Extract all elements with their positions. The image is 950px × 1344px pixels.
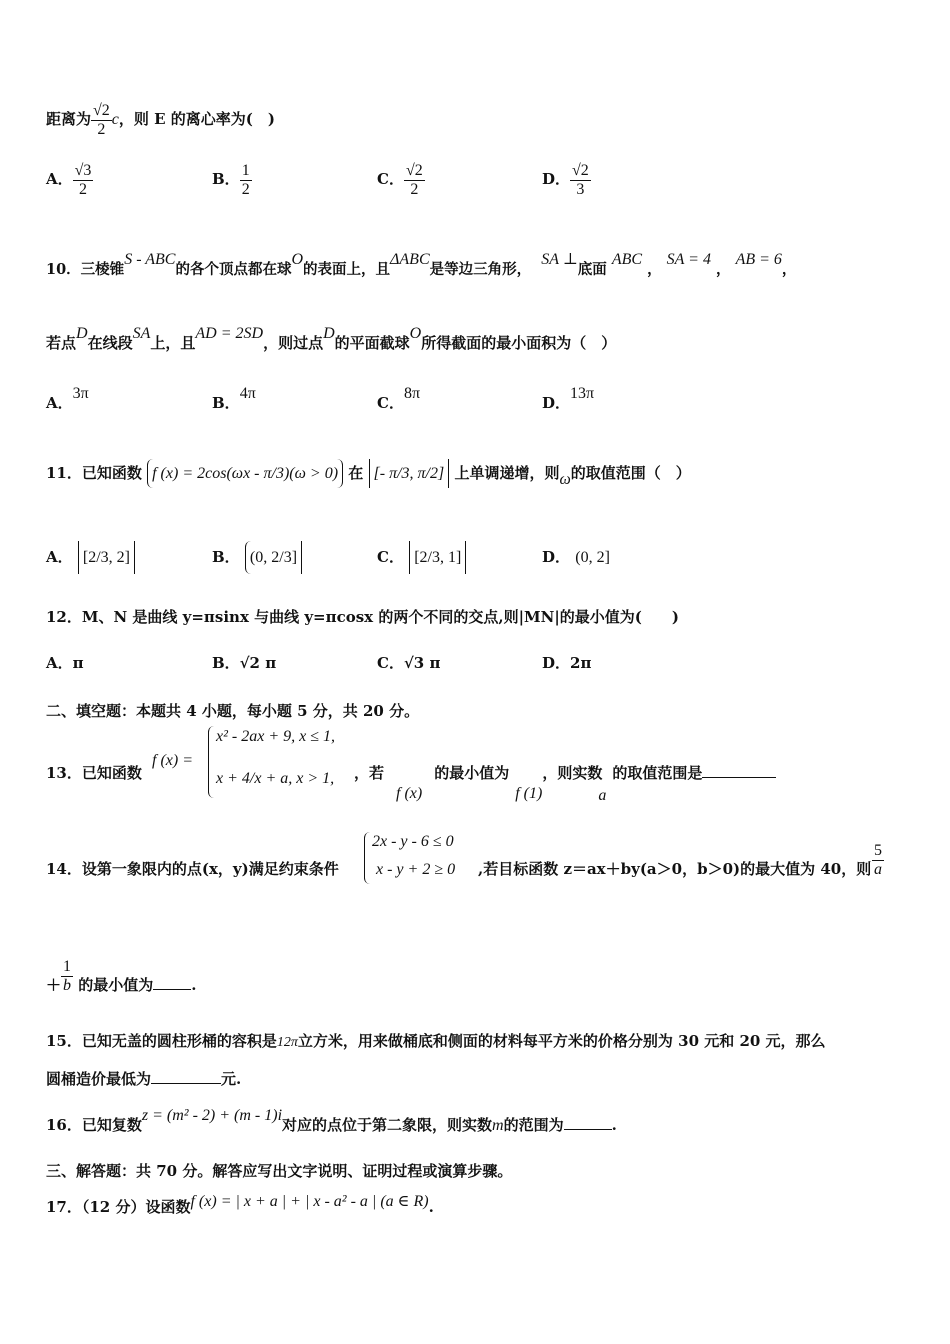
q10-l2-math-2: SA <box>132 325 151 342</box>
q15-line-1 <box>46 1030 826 1051</box>
option-value: 8π <box>403 385 421 402</box>
q13-case-1: x² - 2ax + 9, x ≤ 1, <box>216 728 336 745</box>
q14-end: . <box>191 976 197 995</box>
q14-frac-5-a <box>872 842 884 878</box>
option-label: C． <box>377 654 404 672</box>
q16-text-1: 16．已知复数 <box>46 1116 142 1134</box>
q13-tail <box>354 762 776 804</box>
q15-line-2 <box>46 1068 241 1089</box>
q12-option-d[interactable] <box>542 652 591 673</box>
q9-option-a[interactable] <box>46 162 93 198</box>
option-label: D． <box>542 654 571 672</box>
frac-num: √3 <box>74 162 92 179</box>
option-label: D． <box>542 548 571 566</box>
q14-line-1-tail <box>478 858 871 879</box>
option-value: π <box>72 654 84 672</box>
q14-line-1 <box>46 858 339 879</box>
q10-math-2: O <box>291 251 304 268</box>
option-label: D． <box>542 394 571 412</box>
q17-text-1: 17．（12 分）设函数 <box>46 1198 191 1216</box>
q13-brace <box>208 726 215 798</box>
option-value: (0, 2/3] <box>245 541 302 574</box>
q11-text-2: 上单调递增，则 <box>454 464 560 482</box>
q16-text-2: 对应的点位于第二象限，则实数 <box>282 1116 493 1134</box>
frac-num: 5 <box>874 842 882 859</box>
option-value: √3 π <box>403 654 441 672</box>
option-value: 3π <box>72 385 89 402</box>
q10-text-1: 的各个顶点都在球 <box>175 261 292 278</box>
q10-text-5: ， <box>647 261 662 278</box>
q10-l2-math-4: D <box>323 325 335 342</box>
q16-end: . <box>611 1116 617 1134</box>
q9-tail-frac-num: √2 <box>93 102 110 119</box>
option-value: 4π <box>239 385 256 402</box>
q14-text-2: ,若目标函数 z＝ax＋by(a＞0，b＞0)的最大值为 40，则 <box>478 860 872 878</box>
q14-frac-1-b <box>61 958 73 994</box>
option-label: A． <box>46 394 73 412</box>
q10-l2-text-3: 上，且 <box>150 334 196 352</box>
q17-end: . <box>428 1198 434 1216</box>
q15-text-2: 立方米，用来做桶底和侧面的材料每平方米的价格分别为 30 元和 20 元，那么 <box>297 1032 826 1050</box>
q13-number: 13．已知函数 <box>46 764 142 782</box>
q15-answer-blank[interactable] <box>151 1083 221 1084</box>
q9-option-b[interactable] <box>212 162 252 198</box>
q10-l2-text-6: 所得截面的最小面积为（ ） <box>421 334 617 352</box>
q14-answer-blank[interactable] <box>153 989 191 990</box>
q10-l2-math-1: D <box>76 325 88 342</box>
q10-l2-math-3: AD = 2SD <box>195 325 264 342</box>
option-value: [2/3, 1] <box>409 541 466 574</box>
q12-option-a[interactable] <box>46 652 84 673</box>
q16-text-3: 的范围为 <box>503 1116 564 1134</box>
q11-interval: [- π/3, π/2] <box>369 459 450 488</box>
q10-line-2 <box>46 325 617 353</box>
option-frac <box>404 162 425 198</box>
q15-text-1: 15．已知无盖的圆柱形桶的容积是 <box>46 1032 277 1050</box>
frac-den: a <box>874 860 882 878</box>
q14-text: 14．设第一象限内的点(x，y)满足约束条件 <box>46 860 339 878</box>
q10-math-3: ΔABC <box>390 251 430 268</box>
q14-line-2 <box>46 958 197 1004</box>
option-label: C． <box>377 170 404 189</box>
q10-math-7: AB = 6 <box>735 251 782 268</box>
q13-text-1: ，若 <box>354 764 385 782</box>
q10-l2-text-4: ，则过点 <box>263 334 324 352</box>
q12-option-c[interactable] <box>377 652 440 673</box>
q10-text-2: 的表面上，且 <box>303 261 391 278</box>
q10-math-1: S - ABC <box>124 251 176 268</box>
option-label: A． <box>46 170 73 189</box>
frac-den: 2 <box>410 180 419 198</box>
q15-math: 12π <box>276 1035 298 1050</box>
q13-text-3: ，则实数 <box>542 764 603 782</box>
q17-line <box>46 1193 434 1217</box>
q16-line <box>46 1107 617 1135</box>
frac-num: 1 <box>241 162 250 179</box>
q14-constraint-1: 2x - y - 6 ≤ 0 <box>372 833 454 850</box>
frac-den: b <box>63 976 72 994</box>
q10-text-3: 是等边三角形， <box>429 261 532 278</box>
q11-function: f (x) = 2cos(ωx - π/3)(ω > 0) <box>147 459 343 488</box>
q10-math-4: SA ⊥ <box>541 251 578 268</box>
q14-plus: ＋ <box>46 976 62 995</box>
q17-math: f (x) = | x + a | + | x - a² - a | (a ∈ R) <box>190 1193 429 1210</box>
frac-num: 1 <box>63 958 72 975</box>
option-frac <box>570 162 591 198</box>
option-label: A． <box>46 654 73 672</box>
q16-math-m: m <box>492 1117 504 1134</box>
q14-text-3: 的最小值为 <box>78 976 154 995</box>
option-label: A． <box>46 548 73 566</box>
q13-math-f1: f (1) <box>515 785 543 802</box>
option-label: B． <box>212 654 240 672</box>
q10-option-c[interactable] <box>377 385 421 413</box>
q10-text-4: 底面 <box>577 261 607 278</box>
option-value: [2/3, 2] <box>78 541 135 574</box>
q10-line-1 <box>46 251 797 279</box>
q13-math-fx: f (x) <box>396 785 423 802</box>
q9-tail-suffix: ，则 E 的离心率为( ) <box>118 110 275 129</box>
frac-num: √2 <box>405 162 423 179</box>
q11-text-3: 的取值范围（ ） <box>570 464 691 482</box>
option-value: 13π <box>570 385 595 402</box>
q15-text-4: 元. <box>221 1070 242 1088</box>
q9-tail-prefix: 距离为 <box>46 110 92 129</box>
option-label: D． <box>542 170 571 189</box>
q9-tail-frac-den: 2 <box>97 120 106 138</box>
section-3-heading: 三、解答题：共 70 分。解答应写出文字说明、证明过程或演算步骤。 <box>46 1162 513 1180</box>
q10-l2-math-5: O <box>409 325 422 342</box>
option-label: C． <box>377 548 404 566</box>
q10-math-6: SA = 4 <box>666 251 711 268</box>
q10-l2-text-2: 在线段 <box>87 334 133 352</box>
q13-math-a: a <box>598 787 607 804</box>
q11-option-c[interactable] <box>377 546 466 567</box>
q11-option-d[interactable] <box>542 546 610 567</box>
q10-option-b[interactable] <box>212 385 256 413</box>
option-label: B． <box>212 170 240 189</box>
q11-option-a[interactable] <box>46 546 135 567</box>
q12-line: 12．M、N 是曲线 y=πsinx 与曲线 y=πcosx 的两个不同的交点,则|MN|的最小值为( ) <box>46 608 679 626</box>
section-2-heading: 二、填空题：本题共 4 小题，每小题 5 分，共 20 分。 <box>46 702 420 720</box>
q10-text-7: ， <box>781 261 797 278</box>
q9-option-c[interactable] <box>377 162 425 198</box>
q14-brace <box>364 832 371 884</box>
q15-text-3: 圆桶造价最低为 <box>46 1070 152 1088</box>
q9-tail-var: c <box>111 111 119 129</box>
option-label: C． <box>377 394 404 412</box>
q13-answer-blank[interactable] <box>702 777 776 778</box>
q13-fx: f (x) = <box>152 752 193 769</box>
q12-option-b[interactable] <box>212 652 276 673</box>
q9-tail-frac <box>91 102 112 138</box>
option-frac <box>73 162 94 198</box>
q10-option-d[interactable] <box>542 385 595 413</box>
q11-omega: ω <box>559 471 571 488</box>
q16-answer-blank[interactable] <box>564 1129 612 1130</box>
q11-number: 11．已知函数 <box>46 464 142 482</box>
q14-constraint-2: x - y + 2 ≥ 0 <box>376 861 456 878</box>
q10-text-6: ， <box>716 261 731 278</box>
q11-option-b[interactable] <box>212 546 302 567</box>
frac-den: 2 <box>241 180 250 198</box>
option-value: √2 π <box>239 654 277 672</box>
option-frac <box>240 162 252 198</box>
q13-case-2: x + 4/x + a, x > 1, <box>216 770 335 787</box>
q9-option-d[interactable] <box>542 162 591 198</box>
q10-option-a[interactable] <box>46 385 89 413</box>
q16-math: z = (m² - 2) + (m - 1)i <box>141 1107 283 1124</box>
frac-den: 3 <box>576 180 585 198</box>
q10-number: 10．三棱锥 <box>46 261 125 278</box>
option-value: (0, 2] <box>575 549 610 566</box>
option-value: 2π <box>570 654 592 672</box>
q10-l2-text-1: 若点 <box>46 334 77 352</box>
q13-text-2: 的最小值为 <box>434 764 510 782</box>
q9-tail-line <box>46 102 275 138</box>
frac-den: 2 <box>79 180 88 198</box>
option-label: B． <box>212 394 240 412</box>
q10-l2-text-5: 的平面截球 <box>334 334 410 352</box>
q10-math-5: ABC <box>611 251 643 268</box>
q11-text-1: 在 <box>348 464 364 482</box>
frac-num: √2 <box>572 162 589 179</box>
q13-text-4: 的取值范围是 <box>612 764 703 782</box>
q11-line <box>46 462 691 488</box>
option-label: B． <box>212 548 240 566</box>
